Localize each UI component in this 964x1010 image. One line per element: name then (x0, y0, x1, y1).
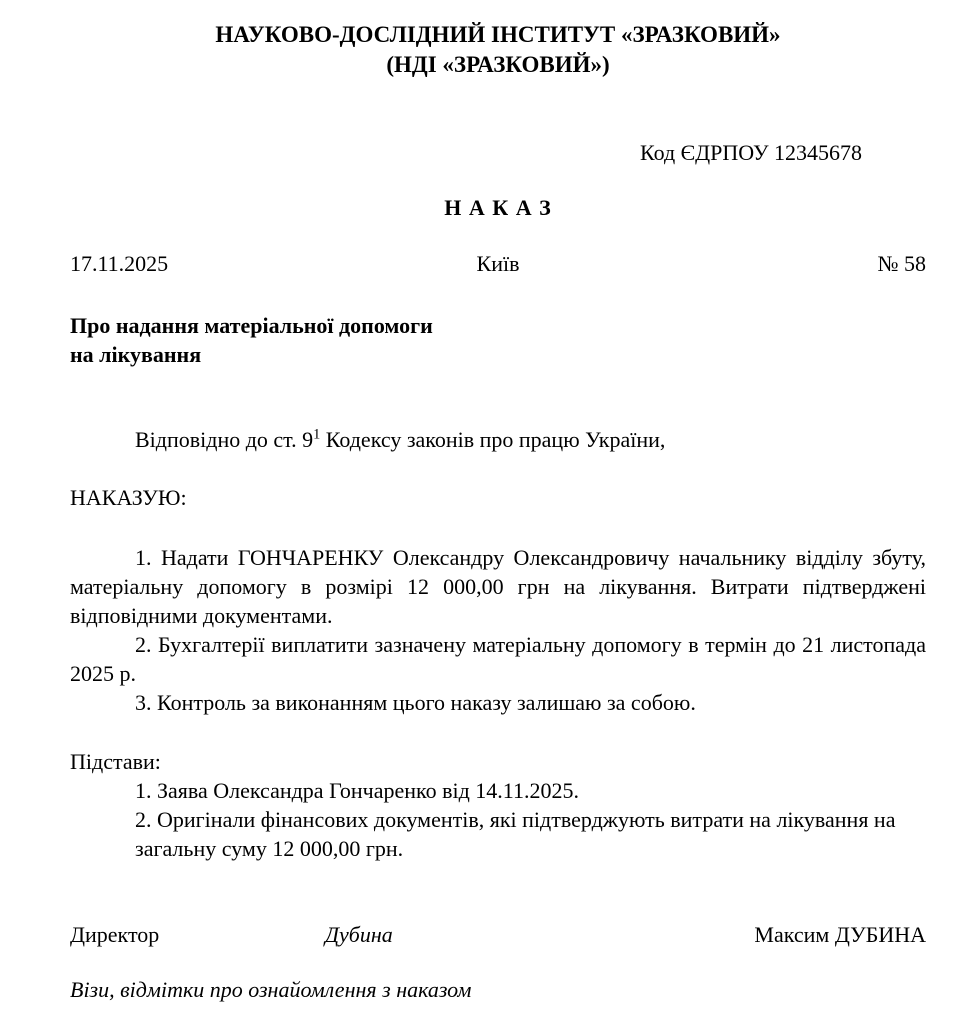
signature-block (70, 920, 926, 949)
document-type-title: Н А К А З (444, 195, 552, 220)
grounds-items-list (135, 776, 926, 863)
grounds-item-1: 1. Заява Олександра Гончаренко від 14.11.2025. (135, 778, 579, 803)
organization-name: НАУКОВО-ДОСЛІДНИЙ ІНСТИТУТ «ЗРАЗКОВИЙ» (215, 22, 781, 47)
order-item-2: 2. Бухгалтерії виплатити зазначену матеріальну допомогу в термін до 21 листопада 2025 р. (70, 632, 926, 686)
document-city: Київ (476, 251, 520, 276)
subject-line-1: Про надання матеріальної допомоги (70, 313, 433, 338)
grounds-section (70, 747, 926, 863)
order-items-list (70, 543, 926, 717)
document-date: 17.11.2025 (70, 251, 169, 276)
order-item-1: 1. Надати ГОНЧАРЕНКУ Олександру Олександровичу начальнику відділу збуту, матеріальну допомогу в розмірі 12 000,00 грн на лікування. Витрати підтверджені відповідними документами. (70, 545, 926, 628)
requisites-row (70, 249, 926, 278)
order-item-3: 3. Контроль за виконанням цього наказу залишаю за собою. (135, 690, 696, 715)
preamble-superscript: 1 (313, 426, 321, 443)
organization-header (70, 20, 926, 80)
handwritten-signature: Дубина (325, 922, 393, 947)
visas-note: Візи, відмітки про ознайомлення з наказом (70, 977, 472, 1002)
edrpou-code: Код ЄДРПОУ 12345678 (640, 140, 863, 165)
grounds-label: Підстави: (70, 749, 161, 774)
grounds-item-2: 2. Оригінали фінансових документів, які підтверджують витрати на лікування на загальну суму 12 000,00 грн. (135, 807, 896, 861)
preamble-paragraph (70, 425, 926, 454)
subject-line-2: на лікування (70, 342, 202, 367)
preamble-text-start: Відповідно до ст. 9 (135, 427, 314, 452)
orders-intro: НАКАЗУЮ: (70, 485, 187, 510)
preamble-text-end: Кодексу законів про працю України, (320, 427, 666, 452)
document-number: № 58 (877, 251, 926, 276)
document-subject (70, 311, 926, 369)
signer-full-name: Максим ДУБИНА (754, 922, 926, 947)
signer-position: Директор (70, 922, 160, 947)
organization-short-name: (НДІ «ЗРАЗКОВИЙ») (386, 52, 610, 77)
